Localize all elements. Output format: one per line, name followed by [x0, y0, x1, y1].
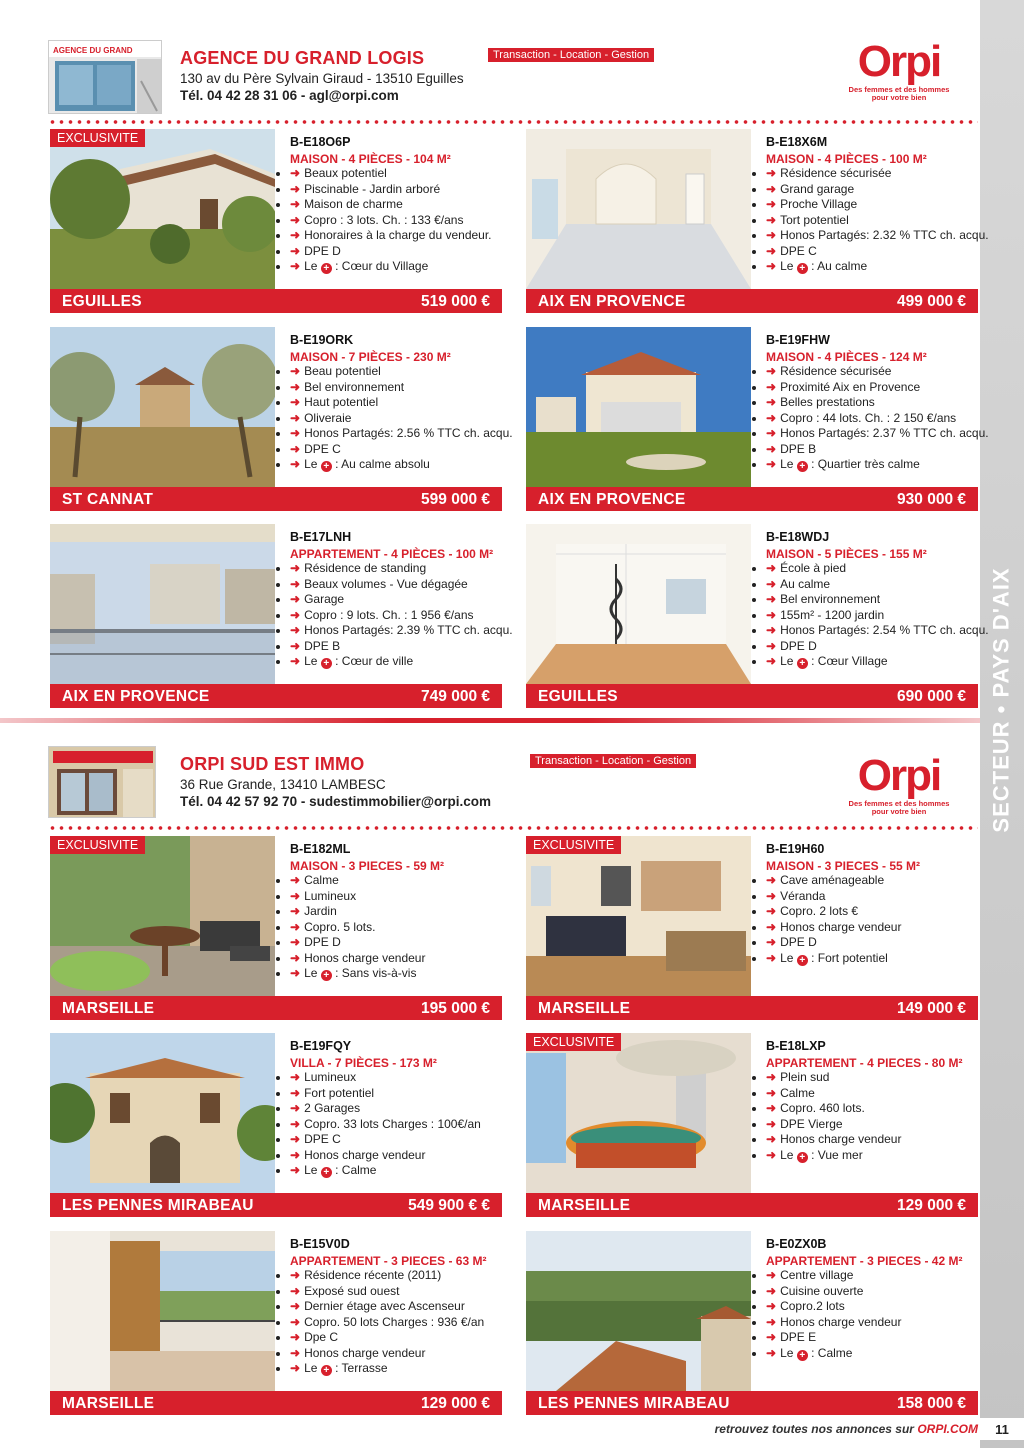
feature-item: • ➜ Honos Partagés: 2.37 % TTC ch. acqu.	[766, 426, 978, 442]
arrow-icon: ➜	[766, 576, 777, 591]
listing-city: EGUILLES	[538, 688, 618, 705]
arrow-icon: ➜	[290, 243, 301, 258]
feature-list	[766, 1268, 978, 1361]
feature-item: • ➜ DPE D	[290, 935, 502, 951]
feature-item: • ➜ Jardin	[290, 904, 502, 920]
plus-icon: +	[797, 658, 808, 669]
listing-photo[interactable]	[50, 1033, 275, 1193]
listing-price: 749 000 €	[421, 688, 490, 705]
site-link[interactable]: ORPI.COM	[917, 1422, 978, 1436]
feature-item: • ➜ Lumineux	[290, 1070, 502, 1086]
listing-price: 549 900 € €	[408, 1197, 490, 1214]
feature-highlight: • ➜ Le + : Cœur du Village	[290, 259, 502, 275]
plus-icon: +	[797, 461, 808, 472]
arrow-icon: ➜	[290, 1147, 301, 1162]
listing-reference: B-E18X6M	[766, 135, 828, 149]
arrow-icon: ➜	[290, 904, 301, 918]
listing-photo[interactable]	[50, 1231, 275, 1391]
arrow-icon: ➜	[290, 576, 301, 591]
listing-price: 149 000 €	[897, 1000, 966, 1017]
property-type: APPARTEMENT - 4 PIÈCES - 100 M²	[290, 547, 494, 561]
feature-item: • ➜ DPE C	[290, 442, 502, 458]
listing-photo[interactable]	[526, 129, 751, 289]
arrow-icon: ➜	[766, 1283, 777, 1298]
feature-highlight: • ➜ Le + : Au calme	[766, 259, 978, 275]
arrow-icon: ➜	[766, 904, 777, 918]
feature-item: • ➜ Beaux volumes - Vue dégagée	[290, 577, 502, 593]
feature-list	[290, 1070, 502, 1179]
feature-item: • ➜ Centre village	[766, 1268, 978, 1284]
agency-storefront-photo	[48, 746, 156, 818]
arrow-icon: ➜	[290, 426, 301, 440]
arrow-icon: ➜	[766, 1299, 777, 1313]
property-type: VILLA - 7 PIÈCES - 173 M²	[290, 1056, 437, 1070]
exclusive-badge: EXCLUSIVITE	[526, 836, 621, 854]
arrow-icon: ➜	[290, 1116, 301, 1131]
listing-card[interactable]	[50, 327, 513, 511]
feature-highlight: • ➜ Le + : Calme	[290, 1163, 502, 1179]
listing-city: EGUILLES	[62, 293, 142, 310]
arrow-icon: ➜	[766, 457, 777, 471]
listing-price: 930 000 €	[897, 491, 966, 508]
arrow-icon: ➜	[290, 1283, 301, 1298]
feature-item: • ➜ Tort potentiel	[766, 213, 978, 229]
feature-item: • ➜ Résidence sécurisée	[766, 166, 978, 182]
feature-item: • ➜ Honos Partagés: 2.32 % TTC ch. acqu.	[766, 228, 978, 244]
arrow-icon: ➜	[766, 561, 777, 575]
arrow-icon: ➜	[290, 654, 301, 668]
feature-item: • ➜ Copro. 2 lots €	[766, 904, 978, 920]
listing-city: ST CANNAT	[62, 491, 154, 508]
arrow-icon: ➜	[766, 243, 777, 258]
property-type: APPARTEMENT - 3 PIECES - 42 M²	[766, 1254, 963, 1268]
property-type: MAISON - 3 PIECES - 59 M²	[290, 859, 445, 873]
city-price-bar	[526, 487, 978, 511]
listing-price: 499 000 €	[897, 293, 966, 310]
feature-item: • ➜ DPE E	[766, 1330, 978, 1346]
arrow-icon: ➜	[766, 1070, 777, 1084]
arrow-icon: ➜	[290, 1345, 301, 1360]
listing-city: LES PENNES MIRABEAU	[538, 1395, 730, 1412]
arrow-icon: ➜	[290, 1101, 301, 1115]
feature-item: • ➜ Bel environnement	[290, 380, 502, 396]
listing-card[interactable]	[526, 524, 989, 708]
listing-price: 599 000 €	[421, 491, 490, 508]
plus-icon: +	[321, 658, 332, 669]
listing-photo[interactable]	[50, 129, 275, 289]
services-tag: Transaction - Location - Gestion	[530, 754, 696, 768]
listing-reference: B-E18LXP	[766, 1039, 826, 1053]
arrow-icon: ➜	[290, 181, 301, 196]
exclusive-badge: EXCLUSIVITE	[526, 1033, 621, 1051]
arrow-icon: ➜	[766, 379, 777, 394]
plus-icon: +	[797, 263, 808, 274]
arrow-icon: ➜	[290, 950, 301, 965]
feature-list	[766, 873, 978, 966]
listing-reference: B-E19FHW	[766, 333, 830, 347]
arrow-icon: ➜	[290, 1163, 301, 1177]
arrow-icon: ➜	[290, 1361, 301, 1375]
arrow-icon: ➜	[290, 457, 301, 471]
arrow-icon: ➜	[290, 395, 301, 409]
feature-item: • ➜ Copro. 33 lots Charges : 100€/an	[290, 1117, 502, 1133]
city-price-bar	[50, 1193, 502, 1217]
arrow-icon: ➜	[766, 441, 777, 456]
arrow-icon: ➜	[766, 166, 777, 180]
plus-icon: +	[321, 461, 332, 472]
arrow-icon: ➜	[766, 919, 777, 934]
feature-item: • ➜ Honos charge vendeur	[290, 951, 502, 967]
arrow-icon: ➜	[766, 592, 777, 606]
city-price-bar	[526, 996, 978, 1020]
arrow-icon: ➜	[766, 654, 777, 668]
agency-name: ORPI SUD EST IMMO	[180, 754, 365, 774]
arrow-icon: ➜	[766, 1268, 777, 1282]
listing-photo[interactable]	[526, 836, 751, 996]
feature-item: • ➜ Bel environnement	[766, 592, 978, 608]
feature-item: • ➜ Honos Partagés: 2.54 % TTC ch. acqu.	[766, 623, 978, 639]
listing-reference: B-E0ZX0B	[766, 1237, 827, 1251]
arrow-icon: ➜	[290, 607, 301, 622]
feature-item: • ➜ Résidence de standing	[290, 561, 502, 577]
feature-highlight: • ➜ Le + : Vue mer	[766, 1148, 978, 1164]
arrow-icon: ➜	[290, 197, 301, 211]
listing-reference: B-E18WDJ	[766, 530, 830, 544]
footer-note: retrouvez toutes nos annonces sur ORPI.COM	[714, 1422, 978, 1436]
feature-list	[766, 364, 989, 473]
arrow-icon: ➜	[290, 1070, 301, 1084]
feature-item: • ➜ Calme	[766, 1086, 978, 1102]
feature-item: • ➜ Copro. 460 lots.	[766, 1101, 978, 1117]
feature-item: • ➜ Proximité Aix en Provence	[766, 380, 978, 396]
arrow-icon: ➜	[290, 561, 301, 575]
feature-item: • ➜ Véranda	[766, 889, 978, 905]
feature-item: • ➜ Dpe C	[290, 1330, 502, 1346]
feature-item: • ➜ Fort potentiel	[290, 1086, 502, 1102]
arrow-icon: ➜	[766, 935, 777, 949]
feature-item: • ➜ Haut potentiel	[290, 395, 502, 411]
listing-photo[interactable]	[526, 1231, 751, 1391]
plus-icon: +	[321, 263, 332, 274]
arrow-icon: ➜	[766, 259, 777, 273]
arrow-icon: ➜	[766, 1330, 777, 1344]
arrow-icon: ➜	[290, 966, 301, 980]
feature-list	[766, 561, 989, 670]
feature-list	[766, 1070, 978, 1163]
feature-item: • ➜ Honos Partagés: 2.39 % TTC ch. acqu.	[290, 623, 502, 639]
feature-item: • ➜ Beaux potentiel	[290, 166, 502, 182]
feature-highlight: • ➜ Le + : Terrasse	[290, 1361, 502, 1377]
listing-price: 129 000 €	[897, 1197, 966, 1214]
arrow-icon: ➜	[290, 441, 301, 456]
arrow-icon: ➜	[766, 395, 777, 409]
feature-highlight: • ➜ Le + : Cœur Village	[766, 654, 978, 670]
feature-list	[766, 166, 989, 275]
arrow-icon: ➜	[290, 1299, 301, 1313]
feature-item: • ➜ Calme	[290, 873, 502, 889]
city-price-bar	[526, 1391, 978, 1415]
listing-price: 690 000 €	[897, 688, 966, 705]
city-price-bar	[526, 1193, 978, 1217]
arrow-icon: ➜	[766, 212, 777, 227]
feature-item: • ➜ Honos charge vendeur	[766, 920, 978, 936]
listing-card[interactable]	[526, 1033, 978, 1217]
feature-item: • ➜ Honos charge vendeur	[766, 1132, 978, 1148]
exclusive-badge: EXCLUSIVITE	[50, 129, 145, 147]
listing-photo[interactable]	[50, 524, 275, 684]
feature-item: • ➜ DPE D	[290, 244, 502, 260]
agency-contact: Tél. 04 42 28 31 06 - agl@orpi.com	[180, 88, 399, 103]
arrow-icon: ➜	[290, 364, 301, 378]
arrow-icon: ➜	[766, 1345, 777, 1360]
feature-item: • ➜ Proche Village	[766, 197, 978, 213]
arrow-icon: ➜	[290, 410, 301, 425]
listing-city: AIX EN PROVENCE	[538, 293, 686, 310]
listing-city: MARSEILLE	[62, 1395, 155, 1412]
arrow-icon: ➜	[766, 228, 777, 242]
feature-highlight: • ➜ Le + : Fort potentiel	[766, 951, 978, 967]
listing-reference: B-E15V0D	[290, 1237, 350, 1251]
agency-header-2	[48, 746, 978, 826]
listing-card[interactable]	[526, 327, 989, 511]
arrow-icon: ➜	[290, 1268, 301, 1282]
listing-reference: B-E19ORK	[290, 333, 354, 347]
feature-highlight: • ➜ Le + : Quartier très calme	[766, 457, 978, 473]
plus-icon: +	[797, 1350, 808, 1361]
feature-item: • ➜ Piscinable - Jardin arboré	[290, 182, 502, 198]
feature-item: • ➜ Cave aménageable	[766, 873, 978, 889]
feature-item: • ➜ École à pied	[766, 561, 978, 577]
page-number: 11	[980, 1418, 1024, 1440]
arrow-icon: ➜	[766, 181, 777, 196]
feature-item: • ➜ Au calme	[766, 577, 978, 593]
feature-item: • ➜ Copro. 5 lots.	[290, 920, 502, 936]
arrow-icon: ➜	[766, 873, 777, 887]
arrow-icon: ➜	[766, 197, 777, 211]
listing-price: 519 000 €	[421, 293, 490, 310]
feature-highlight: • ➜ Le + : Au calme absolu	[290, 457, 502, 473]
listing-card[interactable]	[50, 1033, 502, 1217]
listing-city: MARSEILLE	[538, 1197, 631, 1214]
arrow-icon: ➜	[290, 1132, 301, 1146]
arrow-icon: ➜	[290, 888, 301, 903]
listing-card[interactable]	[526, 129, 989, 313]
arrow-icon: ➜	[290, 935, 301, 949]
listing-city: MARSEILLE	[62, 1000, 155, 1017]
orpi-logo[interactable]: Orpi Des femmes et des hommes pour votre bien	[848, 37, 950, 103]
arrow-icon: ➜	[290, 638, 301, 653]
property-type: MAISON - 4 PIÈCES - 124 M²	[766, 350, 927, 364]
feature-item: • ➜ Garage	[290, 592, 502, 608]
arrow-icon: ➜	[290, 379, 301, 394]
agency-address: 36 Rue Grande, 13410 LAMBESC	[180, 777, 386, 792]
city-price-bar	[526, 289, 978, 313]
arrow-icon: ➜	[290, 873, 301, 887]
svg-text:AGENCE DU GRAND: AGENCE DU GRAND	[53, 46, 133, 55]
property-type: MAISON - 7 PIÈCES - 230 M²	[290, 350, 451, 364]
arrow-icon: ➜	[766, 1314, 777, 1329]
listing-card[interactable]	[526, 836, 978, 1020]
plus-icon: +	[797, 1152, 808, 1163]
feature-item: • ➜ Cuisine ouverte	[766, 1284, 978, 1300]
feature-item: • ➜ DPE B	[766, 442, 978, 458]
listing-photo[interactable]	[50, 327, 275, 487]
listing-city: AIX EN PROVENCE	[62, 688, 210, 705]
listing-card[interactable]	[526, 1231, 978, 1415]
city-price-bar	[50, 289, 502, 313]
feature-item: • ➜ Copro. 50 lots Charges : 936 €/an	[290, 1315, 502, 1331]
feature-highlight: • ➜ Le + : Calme	[766, 1346, 978, 1362]
listing-price: 129 000 €	[421, 1395, 490, 1412]
property-type: MAISON - 4 PIÈCES - 104 M²	[290, 152, 451, 166]
listing-reference: B-E182ML	[290, 842, 351, 856]
arrow-icon: ➜	[766, 426, 777, 440]
arrow-icon: ➜	[290, 919, 301, 934]
city-price-bar	[50, 1391, 502, 1415]
feature-item: • ➜ Maison de charme	[290, 197, 502, 213]
listing-price: 195 000 €	[421, 1000, 490, 1017]
feature-item: • ➜ Plein sud	[766, 1070, 978, 1086]
feature-item: • ➜ Copro.2 lots	[766, 1299, 978, 1315]
city-price-bar	[50, 684, 502, 708]
feature-item: • ➜ Copro : 3 lots. Ch. : 133 €/ans	[290, 213, 502, 229]
arrow-icon: ➜	[290, 166, 301, 180]
listing-city: AIX EN PROVENCE	[538, 491, 686, 508]
feature-item: • ➜ Lumineux	[290, 889, 502, 905]
plus-icon: +	[321, 1365, 332, 1376]
arrow-icon: ➜	[290, 228, 301, 242]
feature-list	[290, 364, 513, 473]
arrow-icon: ➜	[766, 1132, 777, 1146]
arrow-icon: ➜	[766, 1101, 777, 1115]
arrow-icon: ➜	[290, 1085, 301, 1100]
plus-icon: +	[797, 955, 808, 966]
feature-item: • ➜ Honos Partagés: 2.56 % TTC ch. acqu.	[290, 426, 502, 442]
feature-item: • ➜ Grand garage	[766, 182, 978, 198]
dotted-separator	[48, 826, 978, 830]
arrow-icon: ➜	[290, 259, 301, 273]
arrow-icon: ➜	[290, 1330, 301, 1344]
feature-list	[290, 561, 513, 670]
services-tag: Transaction - Location - Gestion	[488, 48, 654, 62]
dotted-separator	[48, 120, 978, 124]
listing-photo[interactable]	[50, 836, 275, 996]
plus-icon: +	[321, 1167, 332, 1178]
listing-reference: B-E19H60	[766, 842, 825, 856]
feature-item: • ➜ Résidence sécurisée	[766, 364, 978, 380]
exclusive-badge: EXCLUSIVITE	[50, 836, 145, 854]
feature-item: • ➜ Honos charge vendeur	[290, 1346, 502, 1362]
feature-highlight: • ➜ Le + : Sans vis-à-vis	[290, 966, 502, 982]
arrow-icon: ➜	[766, 950, 777, 965]
feature-list	[290, 873, 502, 982]
property-type: APPARTEMENT - 3 PIECES - 63 M²	[290, 1254, 487, 1268]
arrow-icon: ➜	[290, 623, 301, 637]
arrow-icon: ➜	[766, 607, 777, 622]
agency-address: 130 av du Père Sylvain Giraud - 13510 Eguilles	[180, 71, 464, 86]
agency-storefront-photo	[48, 40, 162, 114]
feature-item: • ➜ DPE C	[290, 1132, 502, 1148]
arrow-icon: ➜	[766, 623, 777, 637]
arrow-icon: ➜	[766, 1116, 777, 1131]
arrow-icon: ➜	[766, 1085, 777, 1100]
agency-name: AGENCE DU GRAND LOGIS	[180, 48, 425, 68]
orpi-logo[interactable]: Orpi Des femmes et des hommes pour votre bien	[848, 751, 950, 817]
arrow-icon: ➜	[766, 1147, 777, 1162]
arrow-icon: ➜	[290, 1314, 301, 1329]
agency-header-1	[48, 37, 978, 120]
feature-item: • ➜ Copro : 44 lots. Ch. : 2 150 €/ans	[766, 411, 978, 427]
agency-contact: Tél. 04 42 57 92 70 - sudestimmobilier@orpi.com	[180, 794, 492, 809]
listing-city: LES PENNES MIRABEAU	[62, 1197, 254, 1214]
listing-card[interactable]	[50, 836, 502, 1020]
listing-card[interactable]	[50, 524, 513, 708]
feature-item: • ➜ Copro : 9 lots. Ch. : 1 956 €/ans	[290, 608, 502, 624]
city-price-bar	[50, 487, 502, 511]
feature-item: • ➜ Honos charge vendeur	[766, 1315, 978, 1331]
feature-list	[290, 166, 502, 275]
listing-card[interactable]	[50, 1231, 502, 1415]
listing-photo[interactable]	[526, 1033, 751, 1193]
feature-item: • ➜ DPE D	[766, 935, 978, 951]
feature-item: • ➜ Dernier étage avec Ascenseur	[290, 1299, 502, 1315]
arrow-icon: ➜	[766, 410, 777, 425]
property-type: APPARTEMENT - 4 PIECES - 80 M²	[766, 1056, 963, 1070]
city-price-bar	[50, 996, 502, 1020]
feature-item: • ➜ Belles prestations	[766, 395, 978, 411]
feature-item: • ➜ Honoraires à la charge du vendeur.	[290, 228, 502, 244]
feature-highlight: • ➜ Le + : Cœur de ville	[290, 654, 502, 670]
feature-list	[290, 1268, 502, 1377]
sector-label: SECTEUR • PAYS D'AIX	[989, 567, 1014, 833]
feature-item: • ➜ Résidence récente (2011)	[290, 1268, 502, 1284]
listing-city: MARSEILLE	[538, 1000, 631, 1017]
arrow-icon: ➜	[290, 212, 301, 227]
listing-reference: B-E18O6P	[290, 135, 351, 149]
feature-item: • ➜ DPE B	[290, 639, 502, 655]
plus-icon: +	[321, 970, 332, 981]
arrow-icon: ➜	[766, 638, 777, 653]
arrow-icon: ➜	[290, 592, 301, 606]
listing-photo[interactable]	[526, 327, 751, 487]
feature-item: • ➜ Beau potentiel	[290, 364, 502, 380]
feature-item: • ➜ DPE Vierge	[766, 1117, 978, 1133]
property-type: MAISON - 4 PIÈCES - 100 M²	[766, 152, 927, 166]
property-type: MAISON - 3 PIECES - 55 M²	[766, 859, 921, 873]
listing-reference: B-E19FQY	[290, 1039, 352, 1053]
listing-photo[interactable]	[526, 524, 751, 684]
feature-item: • ➜ DPE D	[766, 639, 978, 655]
listing-card[interactable]	[50, 129, 502, 313]
section-divider	[0, 718, 980, 723]
property-type: MAISON - 5 PIÈCES - 155 M²	[766, 547, 927, 561]
listing-reference: B-E17LNH	[290, 530, 352, 544]
feature-item: • ➜ Exposé sud ouest	[290, 1284, 502, 1300]
feature-item: • ➜ DPE C	[766, 244, 978, 260]
listing-price: 158 000 €	[897, 1395, 966, 1412]
feature-item: • ➜ Oliveraie	[290, 411, 502, 427]
feature-item: • ➜ 2 Garages	[290, 1101, 502, 1117]
arrow-icon: ➜	[766, 888, 777, 903]
city-price-bar	[526, 684, 978, 708]
feature-item: • ➜ 155m² - 1200 jardin	[766, 608, 978, 624]
feature-item: • ➜ Honos charge vendeur	[290, 1148, 502, 1164]
arrow-icon: ➜	[766, 364, 777, 378]
